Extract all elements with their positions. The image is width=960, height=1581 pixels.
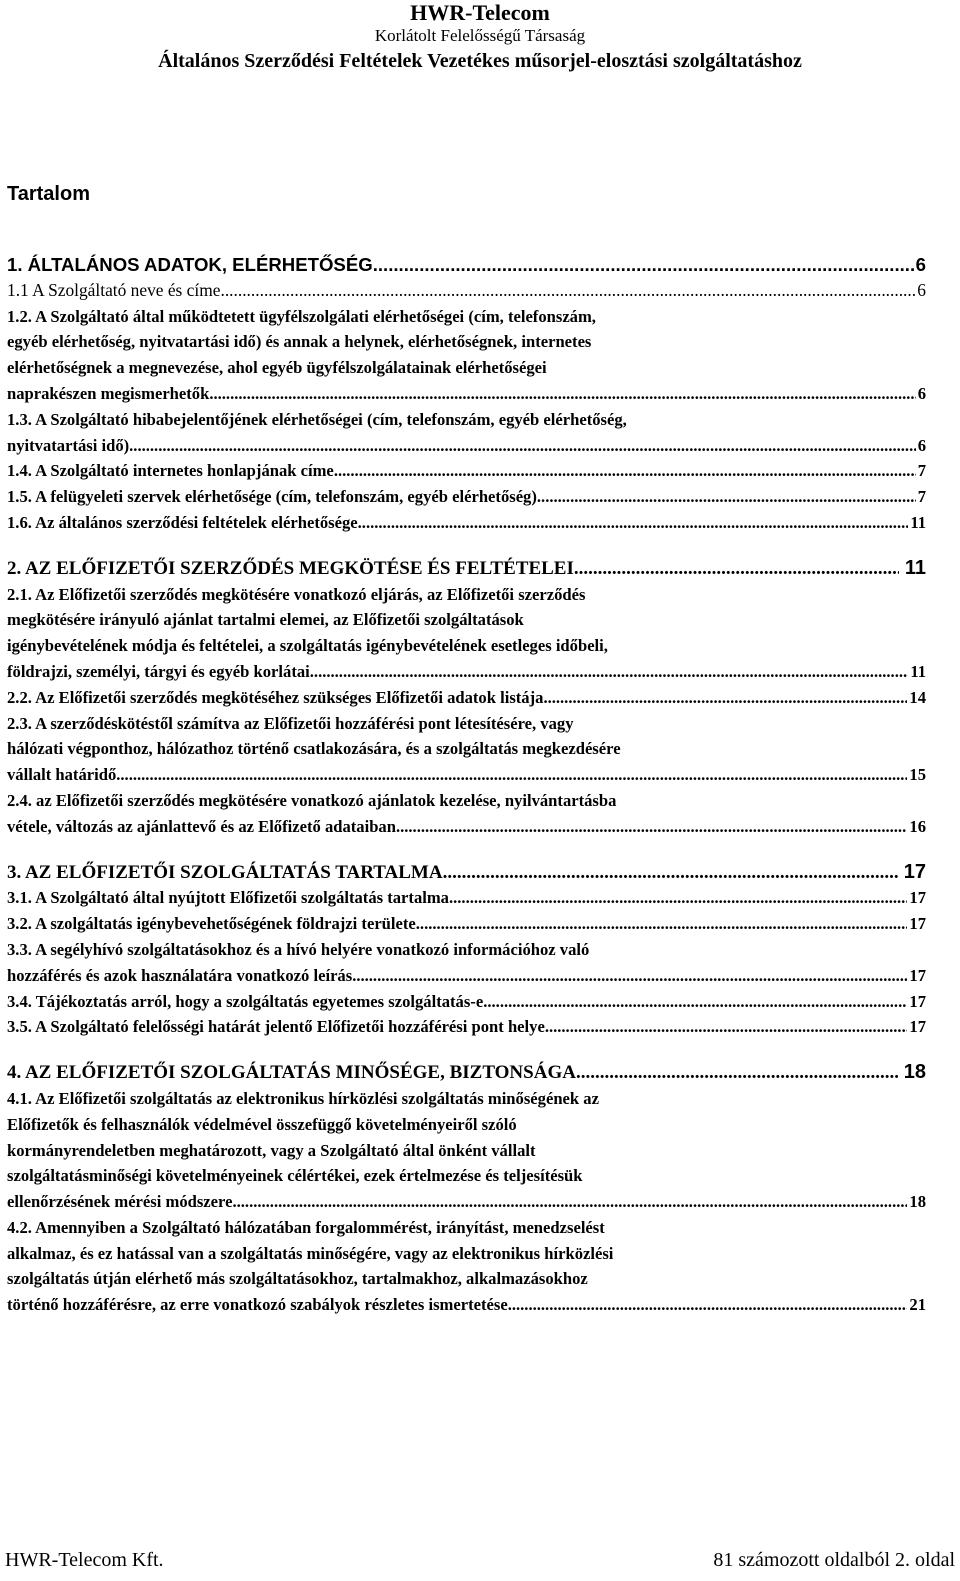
footer-company: HWR-Telecom Kft. bbox=[5, 1549, 164, 1571]
toc-entry[interactable] bbox=[7, 711, 926, 788]
toc-entry[interactable] bbox=[7, 937, 926, 989]
toc-entry[interactable] bbox=[7, 458, 926, 484]
toc-entry-line bbox=[7, 814, 926, 840]
toc-page-number: 7 bbox=[917, 487, 926, 507]
toc-entry[interactable] bbox=[7, 860, 926, 886]
toc-entry-text: 3.4. Tájékoztatás arról, hogy a szolgáltatás egyetemes szolgáltatás-e bbox=[7, 991, 484, 1011]
toc-entry-line bbox=[7, 433, 926, 459]
toc-dot-leader bbox=[334, 458, 916, 484]
toc-entry[interactable] bbox=[7, 252, 926, 278]
toc-dot-leader bbox=[116, 762, 907, 788]
toc-dot-leader bbox=[220, 278, 915, 304]
toc-entry-line bbox=[7, 407, 926, 433]
toc-entry-line bbox=[7, 911, 926, 937]
toc-entry-line bbox=[7, 963, 926, 989]
toc-entry-text: 2.1. Az Előfizetői szerződés megkötésére vonatkozó eljárás, az Előfizetői szerződés bbox=[7, 584, 586, 604]
toc-entry-text: elérhetőségnek a megnevezése, ahol egyéb ügyfélszolgálatainak elérhetőségei bbox=[7, 358, 547, 378]
toc-page-number: 6 bbox=[917, 279, 926, 300]
toc-page-number: 16 bbox=[909, 816, 926, 836]
toc-entry-text: 2.4. az Előfizetői szerződés megkötésére vonatkozó ajánlatok kezelése, nyilvántartásba bbox=[7, 790, 617, 810]
toc-dot-leader bbox=[209, 381, 915, 407]
toc-entry-text: naprakészen megismerhetők bbox=[7, 383, 210, 403]
toc-dot-leader bbox=[396, 814, 907, 840]
toc-entry-text: 4. AZ ELŐFIZETŐI SZOLGÁLTATÁS MINŐSÉGE, BIZTONSÁGA bbox=[7, 1062, 576, 1084]
toc-entry[interactable] bbox=[7, 278, 926, 304]
toc-entry-line bbox=[7, 659, 926, 685]
toc-dot-leader bbox=[576, 1060, 898, 1086]
toc-entry[interactable] bbox=[7, 1060, 926, 1086]
toc-heading: Tartalom bbox=[7, 183, 90, 205]
toc-entry-line bbox=[7, 1014, 926, 1040]
toc-page-number: 17 bbox=[909, 1017, 926, 1037]
toc-entry-text: 4.2. Amennyiben a Szolgáltató hálózatában forgalommérést, irányítást, menedzselést bbox=[7, 1217, 605, 1237]
company-type: Korlátolt Felelősségű Társaság bbox=[374, 26, 586, 45]
toc-entry[interactable] bbox=[7, 510, 926, 536]
table-of-contents bbox=[7, 252, 926, 1318]
toc-entry-text: alkalmaz, és ez hatással van a szolgáltatás minőségére, vagy az elektronikus hírközlési bbox=[7, 1243, 614, 1263]
toc-entry[interactable] bbox=[7, 788, 926, 840]
toc-page-number: 7 bbox=[917, 461, 926, 481]
toc-dot-leader bbox=[574, 556, 899, 582]
toc-entry-text: 2.2. Az Előfizetői szerződés megkötéséhez szükséges Előfizetői adatok listája bbox=[7, 687, 544, 707]
toc-entry[interactable] bbox=[7, 885, 926, 911]
toc-entry-text: 1.4. A Szolgáltató internetes honlapjának címe bbox=[7, 461, 334, 481]
toc-entry-text: 3. AZ ELŐFIZETŐI SZOLGÁLTATÁS TARTALMA bbox=[7, 861, 443, 883]
toc-page-number: 17 bbox=[909, 914, 926, 934]
toc-entry-line bbox=[7, 1112, 926, 1138]
toc-entry-text: 1.6. Az általános szerződési feltételek elérhetősége bbox=[7, 512, 358, 532]
toc-page-number: 11 bbox=[904, 556, 926, 579]
toc-entry-text: 1.5. A felügyeleti szervek elérhetősége (cím, telefonszám, egyéb elérhetőség) bbox=[7, 487, 537, 507]
toc-page-number: 17 bbox=[909, 965, 926, 985]
toc-page-number: 11 bbox=[910, 661, 926, 681]
toc-page-number: 6 bbox=[917, 383, 926, 403]
toc-entry-line bbox=[7, 736, 926, 762]
toc-entry-line bbox=[7, 252, 926, 278]
toc-entry-line bbox=[7, 711, 926, 737]
toc-entry-text: földrajzi, személyi, tárgyi és egyéb korlátai bbox=[7, 661, 310, 681]
toc-dot-leader bbox=[545, 1014, 908, 1040]
toc-entry[interactable] bbox=[7, 1086, 926, 1215]
toc-page-number: 17 bbox=[909, 888, 926, 908]
toc-entry-text: ellenőrzésének mérési módszere bbox=[7, 1192, 233, 1212]
toc-entry-line bbox=[7, 355, 926, 381]
toc-entry-text: 2.3. A szerződéskötéstől számítva az Előfizetői hozzáférési pont létesítésére, vagy bbox=[7, 713, 574, 733]
toc-entry-text: 1.1 A Szolgáltató neve és címe bbox=[7, 279, 221, 300]
toc-entry-text: 4.1. Az Előfizetői szolgáltatás az elektronikus hírközlési szolgáltatás minőségének az bbox=[7, 1088, 599, 1108]
toc-entry-text: hálózati végponthoz, hálózathoz történő csatlakozására, és a szolgáltatás megkezdésére bbox=[7, 739, 621, 759]
toc-entry[interactable] bbox=[7, 1215, 926, 1318]
toc-entry[interactable] bbox=[7, 911, 926, 937]
toc-entry-line bbox=[7, 1163, 926, 1189]
toc-entry[interactable] bbox=[7, 1014, 926, 1040]
toc-entry-text: 2. AZ ELŐFIZETŐI SZERZŐDÉS MEGKÖTÉSE ÉS FELTÉTELEI bbox=[7, 557, 574, 579]
toc-entry-text: 3.3. A segélyhívó szolgáltatásokhoz és a hívó helyére vonatkozó információhoz való bbox=[7, 939, 590, 959]
toc-entry-text: nyitvatartási idő) bbox=[7, 435, 130, 455]
toc-entry-line bbox=[7, 788, 926, 814]
toc-dot-leader bbox=[483, 989, 907, 1015]
toc-entry-text: 1. ÁLTALÁNOS ADATOK, ELÉRHETŐSÉG bbox=[7, 254, 373, 275]
toc-entry-line bbox=[7, 1086, 926, 1112]
toc-dot-leader bbox=[537, 484, 916, 510]
toc-entry-text: 3.2. A szolgáltatás igénybevehetőségének földrajzi területe bbox=[7, 914, 416, 934]
toc-page-number: 6 bbox=[917, 435, 926, 455]
toc-page-number: 17 bbox=[903, 860, 926, 883]
toc-entry-line bbox=[7, 381, 926, 407]
toc-entry-line bbox=[7, 607, 926, 633]
toc-entry-text: kormányrendeletben meghatározott, vagy a Szolgáltató által önként vállalt bbox=[7, 1140, 536, 1160]
toc-entry-line bbox=[7, 1292, 926, 1318]
toc-page-number: 6 bbox=[915, 254, 926, 275]
toc-entry-line bbox=[7, 989, 926, 1015]
toc-dot-leader bbox=[129, 433, 916, 459]
toc-entry-line bbox=[7, 937, 926, 963]
toc-entry-line bbox=[7, 304, 926, 330]
toc-entry-text: vállalt határidő bbox=[7, 765, 117, 785]
toc-entry-line bbox=[7, 1060, 926, 1086]
toc-dot-leader bbox=[443, 860, 898, 886]
toc-entry-text: 3.1. A Szolgáltató által nyújtott Előfizetői szolgáltatás tartalma bbox=[7, 888, 449, 908]
toc-page-number: 15 bbox=[909, 765, 926, 785]
toc-page-number: 17 bbox=[909, 991, 926, 1011]
toc-entry-line bbox=[7, 1215, 926, 1241]
toc-page-number: 14 bbox=[909, 687, 926, 707]
toc-entry-text: 1.3. A Szolgáltató hibabejelentőjének elérhetőségei (cím, telefonszám, egyéb elérhetőség, bbox=[7, 409, 627, 429]
toc-entry-text: Előfizetők és felhasználók védelmével összefüggő követelményeiről szóló bbox=[7, 1114, 517, 1134]
toc-dot-leader bbox=[358, 510, 909, 536]
toc-entry-text: történő hozzáférésre, az erre vonatkozó szabályok részletes ismertetése bbox=[7, 1295, 508, 1315]
toc-entry[interactable] bbox=[7, 407, 926, 459]
toc-entry-line bbox=[7, 1138, 926, 1164]
toc-dot-leader bbox=[232, 1189, 907, 1215]
toc-entry-line bbox=[7, 278, 926, 304]
toc-page-number: 21 bbox=[909, 1295, 926, 1315]
toc-entry-line bbox=[7, 329, 926, 355]
toc-entry[interactable] bbox=[7, 304, 926, 407]
page-footer bbox=[5, 1549, 955, 1572]
toc-dot-leader bbox=[416, 911, 908, 937]
toc-entry-line bbox=[7, 885, 926, 911]
toc-dot-leader bbox=[543, 685, 907, 711]
toc-entry-line bbox=[7, 1241, 926, 1267]
toc-page-number: 18 bbox=[903, 1061, 926, 1084]
document-title: Általános Szerződési Feltételek Vezetékes műsorjel-elosztási szolgáltatáshoz bbox=[158, 50, 802, 72]
toc-entry-line bbox=[7, 458, 926, 484]
toc-entry[interactable] bbox=[7, 989, 926, 1015]
toc-entry-text: igénybevételének módja és feltételei, a szolgáltatás igénybevételének esetleges időbeli, bbox=[7, 636, 608, 656]
toc-entry-line bbox=[7, 860, 926, 886]
toc-entry-line bbox=[7, 484, 926, 510]
toc-dot-leader bbox=[310, 659, 909, 685]
toc-entry-line bbox=[7, 1266, 926, 1292]
toc-page-number: 18 bbox=[909, 1192, 926, 1212]
toc-entry-text: 3.5. A Szolgáltató felelősségi határát jelentő Előfizetői hozzáférési pont helye bbox=[7, 1017, 545, 1037]
toc-entry-text: szolgáltatás útján elérhető más szolgáltatásokhoz, tartalmakhoz, alkalmazásokhoz bbox=[7, 1269, 588, 1289]
toc-entry-text: 1.2. A Szolgáltató által működtetett ügyfélszolgálati elérhetőségei (cím, telefonszám, bbox=[7, 306, 596, 326]
toc-entry-text: hozzáférés és azok használatára vonatkozó leírás bbox=[7, 965, 353, 985]
toc-entry-text: vétele, változás az ajánlattevő és az Előfizető adataiban bbox=[7, 816, 396, 836]
toc-entry-line bbox=[7, 633, 926, 659]
toc-entry-line bbox=[7, 510, 926, 536]
document-header bbox=[0, 0, 960, 74]
toc-entry-text: megkötésére irányuló ajánlat tartalmi elemei, az Előfizetői szolgáltatások bbox=[7, 610, 524, 630]
company-name: HWR-Telecom bbox=[410, 0, 550, 25]
toc-entry[interactable] bbox=[7, 484, 926, 510]
toc-entry-line bbox=[7, 582, 926, 608]
toc-entry-line bbox=[7, 1189, 926, 1215]
toc-entry-line bbox=[7, 556, 926, 582]
toc-dot-leader bbox=[352, 963, 907, 989]
toc-dot-leader bbox=[449, 885, 907, 911]
toc-dot-leader bbox=[373, 252, 914, 278]
toc-entry-text: szolgáltatásminőségi követelményeinek célértékei, ezek értelmezése és teljesítésük bbox=[7, 1166, 583, 1186]
toc-entry-line bbox=[7, 762, 926, 788]
toc-dot-leader bbox=[508, 1292, 908, 1318]
toc-entry[interactable] bbox=[7, 582, 926, 685]
toc-page-number: 11 bbox=[910, 512, 926, 532]
footer-page-number: 81 számozott oldalból 2. oldal bbox=[713, 1549, 955, 1571]
toc-entry[interactable] bbox=[7, 685, 926, 711]
toc-entry-text: egyéb elérhetőség, nyitvatartási idő) és annak a helynek, elérhetőségnek, internetes bbox=[7, 332, 592, 352]
toc-entry-line bbox=[7, 685, 926, 711]
toc-entry[interactable] bbox=[7, 556, 926, 582]
